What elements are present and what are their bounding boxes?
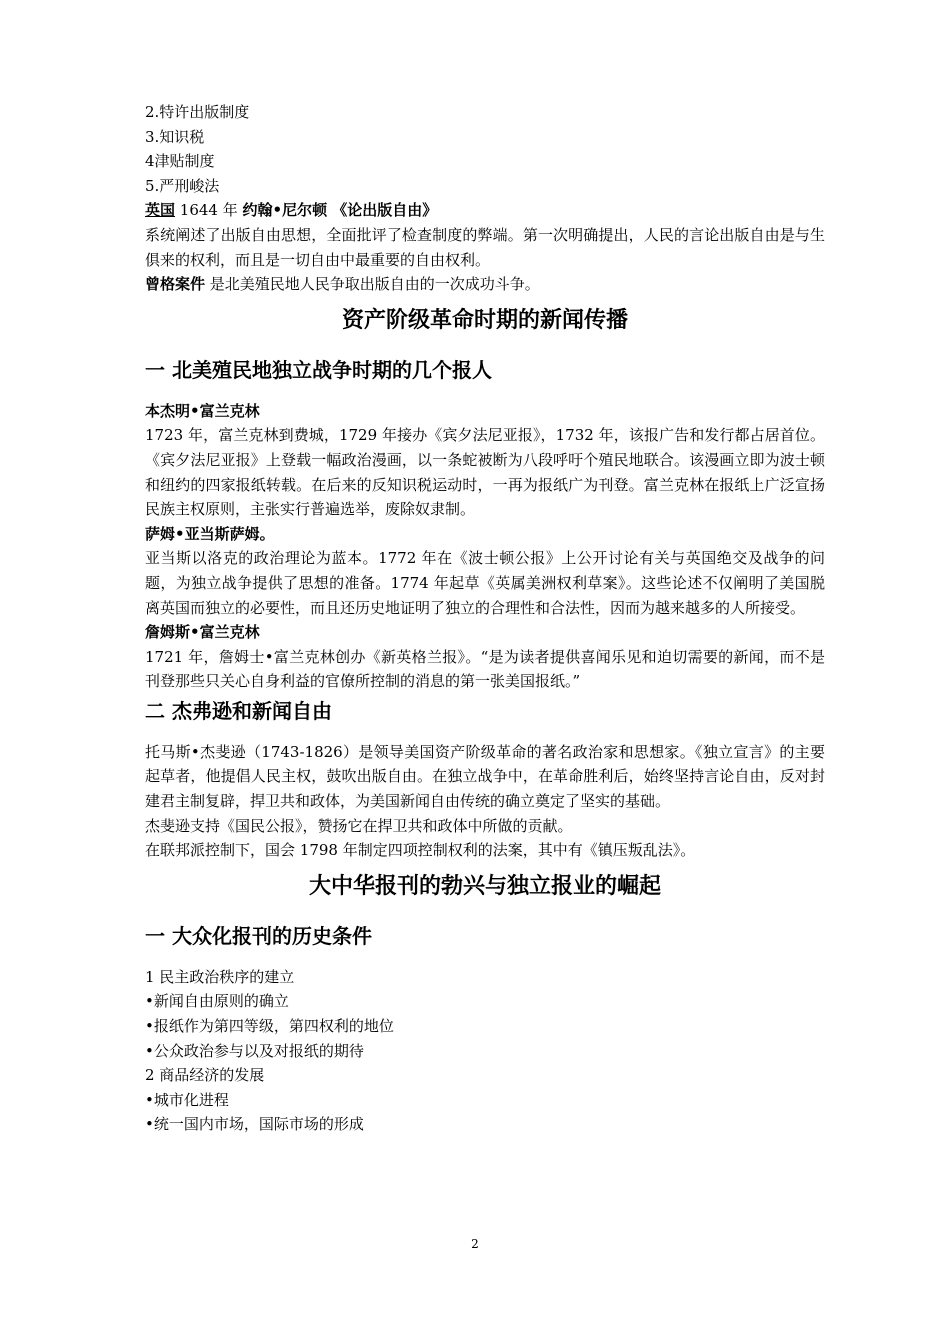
list-item: •新闻自由原则的确立 — [145, 992, 289, 1011]
person-text: 1721 年，詹姆士•富兰克林创办《新英格兰报》。“是为读者提供喜闻乐见和迫切需要的新闻，而不是刊登那些只关心自身利益的官僚所控制的消息的第一张美国报纸。” — [145, 647, 825, 691]
list-item: •城市化进程 — [145, 1090, 229, 1109]
zenger-line — [145, 272, 825, 297]
person-name: 詹姆斯•富兰克林 — [145, 623, 260, 642]
list-item: •报纸作为第四等级，第四权利的地位 — [145, 1017, 394, 1036]
person-text: 亚当斯以洛克的政治理论为蓝本。1772 年在《波士顿公报》上公开讨论有关与英国绝交及战争的问题，为独立战争提供了思想的准备。1774 年起草《英属美洲权利草案》。这些论述不仅阐明了美国脱离英国而独立的必要性，而且还历史地证明了独立的合理性和合法性，因而为越来越多的人所接受。 — [145, 549, 825, 617]
england-year: 1644 年 — [175, 201, 243, 220]
england-heading — [145, 198, 825, 223]
paragraph: 托马斯•杰斐逊（1743-1826）是领导美国资产阶级革命的著名政治家和思想家。《独立宣言》的主要起草者，他提倡人民主权，鼓吹出版自由。在独立战争中，在革命胜利后，始终坚持言论自由，反对封建君主制复辟，捍卫共和政体，为美国新闻自由传统的确立奠定了坚实的基础。 — [145, 742, 825, 811]
paragraph: 在联邦派控制下，国会 1798 年制定四项控制权利的法案，其中有《镇压叛乱法》。 — [145, 841, 696, 860]
list-item: 5.严刑峻法 — [145, 176, 220, 195]
section-title: 一 大众化报刊的历史条件 — [145, 923, 372, 948]
zenger-label: 曾格案件 — [145, 275, 206, 294]
list-item: 3.知识税 — [145, 127, 205, 146]
person-text: 1723 年，富兰克林到费城，1729 年接办《宾夕法尼亚报》，1732 年，该报广告和发行都占居首位。《宾夕法尼亚报》上登载一幅政治漫画，以一条蛇被断为八段呼吁个殖民地联合。该漫画立即为波士顿和纽约的四家报纸转载。在后来的反知识税运动时，一再为报纸广为刊登。富兰克林在报纸上广泛宣扬民族主权原则，主张实行普遍选举，废除奴隶制。 — [145, 426, 825, 519]
england-work: 约翰•尼尔顿 《论出版自由》 — [242, 201, 438, 220]
list-item: 2.特许出版制度 — [145, 103, 250, 121]
england-country: 英国 — [145, 201, 176, 220]
person-name: 萨姆•亚当斯萨姆。 — [145, 524, 275, 543]
paragraph: 杰斐逊支持《国民公报》，赞扬它在捍卫共和政体中所做的贡献。 — [145, 816, 573, 835]
list-item: 2 商品经济的发展 — [145, 1066, 265, 1085]
section-title: 一 北美殖民地独立战争时期的几个报人 — [145, 357, 492, 382]
zenger-text: 是北美殖民地人民争取出版自由的一次成功斗争。 — [205, 275, 540, 294]
section-title: 二 杰弗逊和新闻自由 — [145, 698, 332, 723]
list-item: 1 民主政治秩序的建立 — [145, 967, 295, 986]
england-description: 系统阐述了出版自由思想，全面批评了检查制度的弊端。第一次明确提出，人民的言论出版自由是与生俱来的权利，而且是一切自由中最重要的自由权利。 — [145, 225, 825, 269]
list-item: •公众政治参与以及对报纸的期待 — [145, 1041, 364, 1060]
person-name: 本杰明•富兰克林 — [145, 401, 260, 420]
list-item: 4津贴制度 — [145, 152, 215, 171]
list-item: •统一国内市场，国际市场的形成 — [145, 1115, 364, 1134]
chapter-title: 资产阶级革命时期的新闻传播 — [341, 307, 628, 333]
page-number: 2 — [471, 1237, 479, 1251]
chapter-title: 大中华报刊的勃兴与独立报业的崛起 — [308, 873, 661, 899]
document-body — [145, 100, 825, 1137]
